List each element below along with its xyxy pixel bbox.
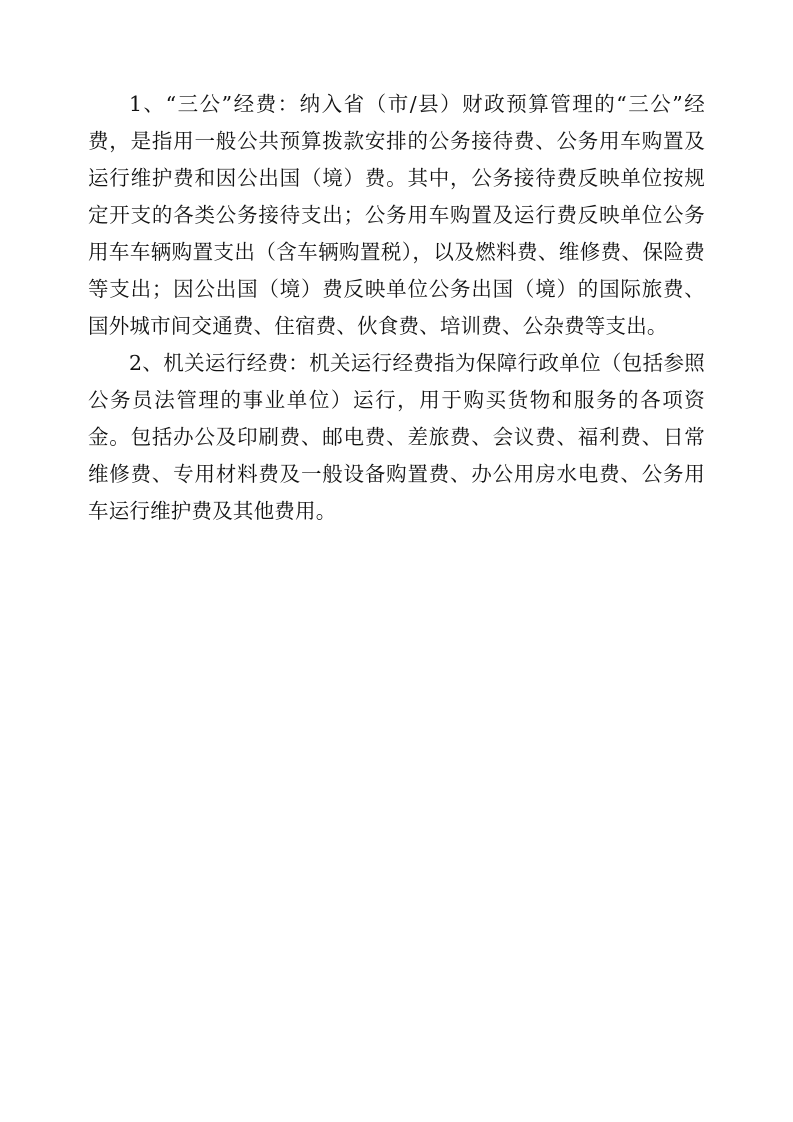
paragraph-agency-operating-funds: 2、机关运行经费：机关运行经费指为保障行政单位（包括参照公务员法管理的事业单位）运行，用于购买货物和服务的各项资金。包括办公及印刷费、邮电费、差旅费、会议费、福利费、日常维修费、专用材料费及一般设备购置费、办公用房水电费、公务用车运行维护费及其他费用。 [88,351,705,523]
document-body [88,86,705,530]
paragraph-three-public-funds: 1、“三公”经费：纳入省（市/县）财政预算管理的“三公”经费，是指用一般公共预算拨款安排的公务接待费、公务用车购置及运行维护费和因公出国（境）费。其中，公务接待费反映单位按规定开支的各类公务接待支出；公务用车购置及运行费反映单位公务用车车辆购置支出（含车辆购置税），以及燃料费、维修费、保险费等支出；因公出国（境）费反映单位公务出国（境）的国际旅费、国外城市间交通费、住宿费、伙食费、培训费、公杂费等支出。 [88,92,705,338]
